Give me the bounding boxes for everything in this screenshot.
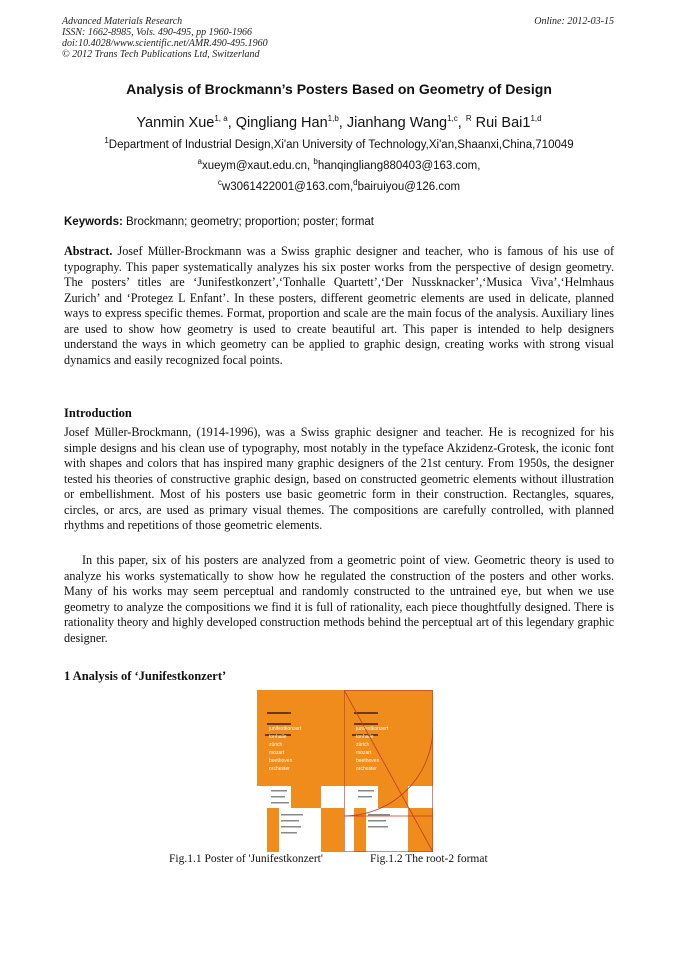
poster-figure-root2 [344, 690, 433, 852]
abstract-label: Abstract. [64, 244, 113, 258]
online-date: Online: 2012-03-15 [534, 16, 614, 27]
header-line: doi:10.4028/www.scientific.net/AMR.490-495.1960 [62, 38, 268, 49]
author-list: Yanmin Xue$^{1, a}$, Qingliang Han$^{1,b}$, Jianhang Wang$^{1,c}$, $^R$ Rui Bai1$^{1,d}$ [136, 114, 542, 131]
header-line: ISSN: 1662-8985, Vols. 490-495, pp 1960-1966 [62, 27, 252, 38]
poster-text: mozart [269, 750, 285, 756]
section-heading: Introduction [64, 406, 132, 420]
keywords [64, 216, 374, 228]
author-name: Jianhang Wang [346, 115, 448, 131]
author-name: Qingliang Han [235, 115, 328, 131]
email-link[interactable]: w3061422001@163.com, [221, 181, 354, 193]
paper-title: Analysis of Brockmann’s Posters Based on Geometry of Design [126, 81, 552, 97]
header-line: Advanced Materials Research [62, 16, 183, 27]
author-name: Yanmin Xue [136, 115, 215, 131]
poster-text: tonhalle [356, 734, 374, 740]
email-link[interactable]: hanqingliang880403@163.com, [317, 160, 481, 172]
email-link[interactable]: bairuiyou@126.com [357, 181, 461, 193]
intro-paragraph: Josef Müller-Brockmann, (1914-1996), was a Swiss graphic designer and teacher. He is recognized for his simple designs and his clean use of typography, most notably in the typeface Akzidenz-Grotesk, the iconic font with shapes and colors that has inspired many graphic designers of the 21st century. From 1950s, the designer tested his theories of constructive graphic design, based on constructed geometric elements without illustration or embellishment. Most of his posters use basic geometric form in their construction. Rectangles, squares, circles, or arcs, are used as primary visual themes. The compositions are carefully controlled, with planned rhythms and repetitions of those geometric elements. [64, 425, 614, 532]
poster-figure [257, 690, 346, 852]
poster-text: orchester [269, 766, 290, 772]
poster-image-annotated [344, 690, 433, 852]
poster-text: mozart [356, 750, 372, 756]
poster-text: zürich [356, 742, 370, 748]
email-line: $^a$xueym@xaut.edu.cn, $^b$hanqingliang880403@163.com, [197, 157, 481, 172]
abstract-text: Josef Müller-Brockmann was a Swiss graphic designer and teacher, who is famous of his use of typography. This paper systematically analyzes his six poster works from the perspective of design geometry. The posters’ titles are ‘Junifestkonzert’,‘Tonhalle Quartett’,‘Der Nussknacker’,‘Musica Viva’,‘Helmhaus Zurich’ and ‘Protegez L Enfant’. In these posters, different geometric elements are used in delicate, planned ways to express specific themes. Format, proportion and scale are the main focus of the analysis. Auxiliary lines are used to show how geometry is used to create beautiful art. This paper is intended to help designers understand the ways in which geometry can be applied to graphic design, creating works with strong visual dynamics and easily recognized focal points. [64, 244, 615, 367]
poster-text: beethoven [269, 758, 293, 764]
poster-text: zürich [269, 742, 283, 748]
email-link[interactable]: xueym@xaut.edu.cn, [202, 160, 314, 172]
keywords-label: Keywords: [64, 216, 123, 228]
poster-text: junifestkonzert [269, 726, 302, 732]
poster-text: tonhalle [269, 734, 287, 740]
poster-text: junifestkonzert [356, 726, 389, 732]
journal-header [62, 16, 268, 60]
poster-text: beethoven [356, 758, 380, 764]
figure-caption: Fig.1.2 The root-2 format [370, 853, 488, 865]
author-name: Rui Bai1 [475, 115, 531, 131]
intro-paragraph: In this paper, six of his posters are analyzed from a geometric point of view. Geometric theory is used to analyze his works systematically to show how he regulated the construction of the posters and other works. Many of his works may seem perceptual and randomly constructed to the untrained eye, but when we use geometry to analyze the compositions we find it is full of rationality, each piece thoughtfully designed. There is rationality theory and highly developed construction methods behind the perceptual art of this legendary graphic designer. [64, 553, 614, 645]
abstract [64, 244, 614, 368]
section-heading: 1 Analysis of ‘Junifestkonzert’ [64, 669, 227, 683]
header-line: © 2012 Trans Tech Publications Ltd, Switzerland [62, 49, 260, 60]
affiliation: $^1$Department of Industrial Design,Xi'an University of Technology,Xi'an,Shaanxi,China,710049 [104, 136, 574, 151]
figure-caption: Fig.1.1 Poster of 'Junifestkonzert' [169, 853, 323, 865]
poster-image [257, 690, 346, 852]
poster-text: orchester [356, 766, 377, 772]
keywords-text: Brockmann; geometry; proportion; poster; format [126, 216, 374, 228]
email-line: $^c$w3061422001@163.com,$^d$bairuiyou@126.com [217, 178, 461, 193]
